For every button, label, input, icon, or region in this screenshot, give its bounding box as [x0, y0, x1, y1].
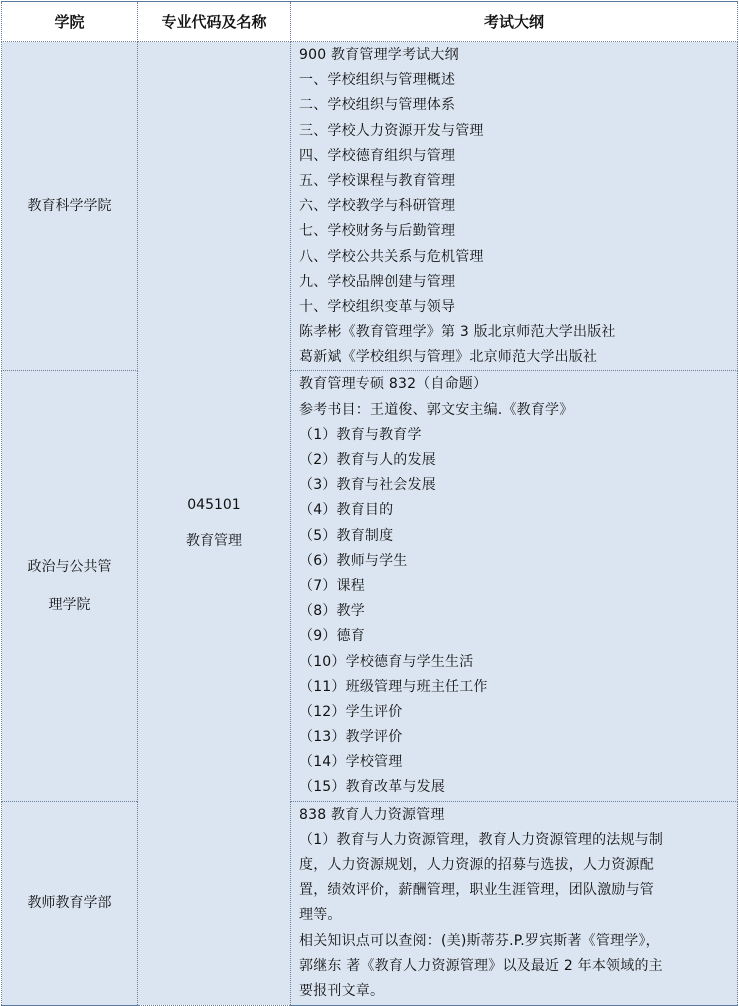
- outline-line: 郭继东 著《教育人力资源管理》以及最近 2 年本领域的主: [299, 957, 663, 974]
- outline-line: （10）学校德育与学生生活: [299, 653, 474, 670]
- outline-line: 相关知识点可以查阅：(美)斯蒂芬.P.罗宾斯著《管理学》，: [299, 932, 660, 949]
- outline-line: 理等。: [299, 907, 342, 924]
- college-cell: [2, 371, 138, 801]
- major-code: 045101: [187, 497, 241, 514]
- header-college: 学院: [2, 2, 138, 42]
- outline-line: 七、学校财务与后勤管理: [299, 223, 456, 240]
- table-row: [2, 371, 738, 801]
- college-cell: [2, 42, 138, 371]
- outline-line: 度，人力资源规划，人力资源的招募与选拔，人力资源配: [299, 857, 654, 873]
- table-row: [2, 42, 738, 371]
- outline-line: 教育管理专硕 832（自命题）: [299, 376, 488, 393]
- outline-line: 参考书目：王道俊、郭文安主编.《教育学》: [299, 401, 574, 418]
- college-name-line: 教师教育学部: [27, 895, 112, 912]
- college-name-line: 理学院: [48, 597, 91, 614]
- outline-line: （11）班级管理与班主任工作: [299, 678, 488, 695]
- outline-line: 900 教育管理学考试大纲: [299, 47, 459, 63]
- outline-line: 八、学校公共关系与危机管理: [299, 248, 484, 265]
- outline-line: 九、学校品牌创建与管理: [299, 273, 456, 290]
- outline-line: 葛新斌《学校组织与管理》北京师范大学出版社: [299, 349, 598, 366]
- outline-line: （1）教育与人力资源管理，教育人力资源管理的法规与制: [299, 831, 664, 848]
- outline-line: （14）学校管理: [299, 754, 403, 771]
- outline-line: （13）教学评价: [299, 729, 403, 746]
- outline-line: （12）学生评价: [299, 703, 403, 720]
- major-name: 教育管理: [186, 533, 242, 550]
- header-major: 专业代码及名称: [138, 2, 291, 42]
- header-row: [2, 2, 738, 42]
- outline-line: 838 教育人力资源管理: [299, 806, 445, 823]
- outline-line: 要报刊文章。: [299, 982, 385, 999]
- outline-line: （1）教育与教育学: [299, 426, 422, 443]
- outline-line: （4）教育目的: [299, 502, 394, 519]
- outline-line: 置，绩效评价，薪酬管理，职业生涯管理，团队激励与管: [299, 882, 654, 899]
- outline-line: （2）教育与人的发展: [299, 452, 436, 468]
- outline-line: 二、学校组织与管理体系: [299, 97, 456, 114]
- table-row: [2, 801, 738, 1005]
- outline-cell: [291, 371, 738, 801]
- outline-line: （7）课程: [299, 577, 365, 594]
- outline-cell: [291, 42, 738, 371]
- outline-line: （3）教育与社会发展: [299, 477, 436, 494]
- outline-line: 十、学校组织变革与领导: [299, 298, 456, 315]
- college-name-line: 政治与公共管: [27, 559, 112, 576]
- college-cell: [2, 801, 138, 1005]
- outline-line: 六、学校教学与科研管理: [299, 198, 456, 215]
- major-cell: [138, 42, 291, 1006]
- header-outline: 考试大纲: [291, 2, 738, 42]
- outline-line: 三、学校人力资源开发与管理: [299, 122, 484, 139]
- outline-line: （8）教学: [299, 603, 365, 620]
- outline-line: 陈孝彬《教育管理学》第 3 版北京师范大学出版社: [299, 324, 616, 341]
- outline-line: 一、学校组织与管理概述: [299, 72, 456, 89]
- outline-cell: [291, 801, 738, 1005]
- outline-line: （15）教育改革与发展: [299, 779, 446, 796]
- college-name-line: 教育科学学院: [27, 198, 112, 215]
- outline-line: （9）德育: [299, 628, 365, 645]
- outline-line: （5）教育制度: [299, 527, 394, 544]
- outline-line: 四、学校德育组织与管理: [299, 147, 456, 164]
- outline-line: 五、学校课程与教育管理: [299, 172, 456, 189]
- exam-outline-table: [1, 1, 738, 1006]
- outline-line: （6）教师与学生: [299, 552, 408, 569]
